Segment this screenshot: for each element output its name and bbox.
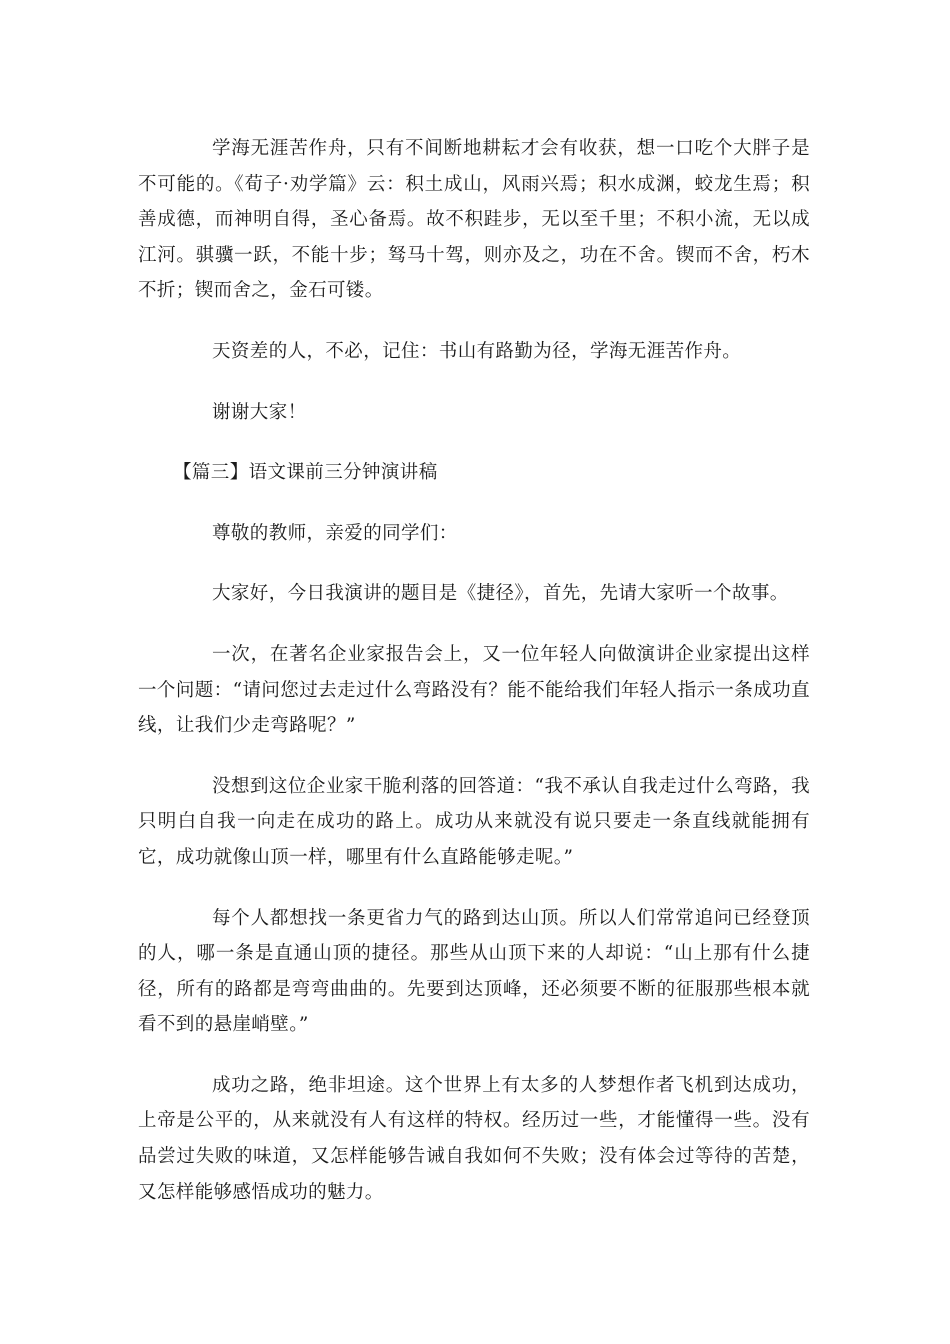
section-heading: 【篇三】语文课前三分钟演讲稿 [173, 462, 438, 484]
paragraph-story-answer: 没想到这位企业家干脆利落的回答道：“我不承认自我走过什么弯路，我只明白自我一向走在成功的路上。成功从来就没有说只要走一条直线就能拥有它，成功就像山顶一样，哪里有什么直路能够走呢。” [138, 775, 810, 868]
paragraph-thanks: 谢谢大家！ [212, 401, 307, 423]
paragraph-greeting: 尊敬的教师，亲爱的同学们： [212, 522, 458, 544]
paragraph-success: 成功之路，绝非坦途。这个世界上有太多的人梦想作者飞机到达成功，上帝是公平的，从来就没有人有这样的特权。经历过一些，才能懂得一些。没有品尝过失败的味道，又怎样能够告诫自我如何不失败；没有体会过等待的苦楚，又怎样能够感悟成功的魅力。 [138, 1074, 810, 1203]
document-body [138, 131, 810, 1235]
paragraph-intro: 大家好，今日我演讲的题目是《捷径》，首先，先请大家听一个故事。 [212, 583, 789, 605]
paragraph-tianzi: 天资差的人，不必，记住：书山有路勤为径，学海无涯苦作舟。 [212, 340, 742, 362]
paragraph-mountain: 每个人都想找一条更省力气的路到达山顶。所以人们常常追问已经登顶的人，哪一条是直通山顶的捷径。那些从山顶下来的人却说：“山上那有什么捷径，所有的路都是弯弯曲曲的。先要到达顶峰，还必须要不断的征服那些根本就看不到的悬崖峭壁。” [138, 907, 810, 1036]
paragraph-story-question: 一次，在著名企业家报告会上，又一位年轻人向做演讲企业家提出这样一个问题：“请问您过去走过什么弯路没有？能不能给我们年轻人指示一条成功直线，让我们少走弯路呢？” [138, 643, 810, 737]
paragraph-xuehai: 学海无涯苦作舟，只有不间断地耕耘才会有收获，想一口吃个大胖子是不可能的。《荀子·劝学篇》云：积土成山，风雨兴焉；积水成渊，蛟龙生焉；积善成德，而神明自得，圣心备焉。故不积跬步，无以至千里；不积小流，无以成江河。骐骥一跃，不能十步；驽马十驾，则亦及之，功在不舍。锲而不舍，朽木不折；锲而舍之，金石可镂。 [138, 138, 810, 302]
